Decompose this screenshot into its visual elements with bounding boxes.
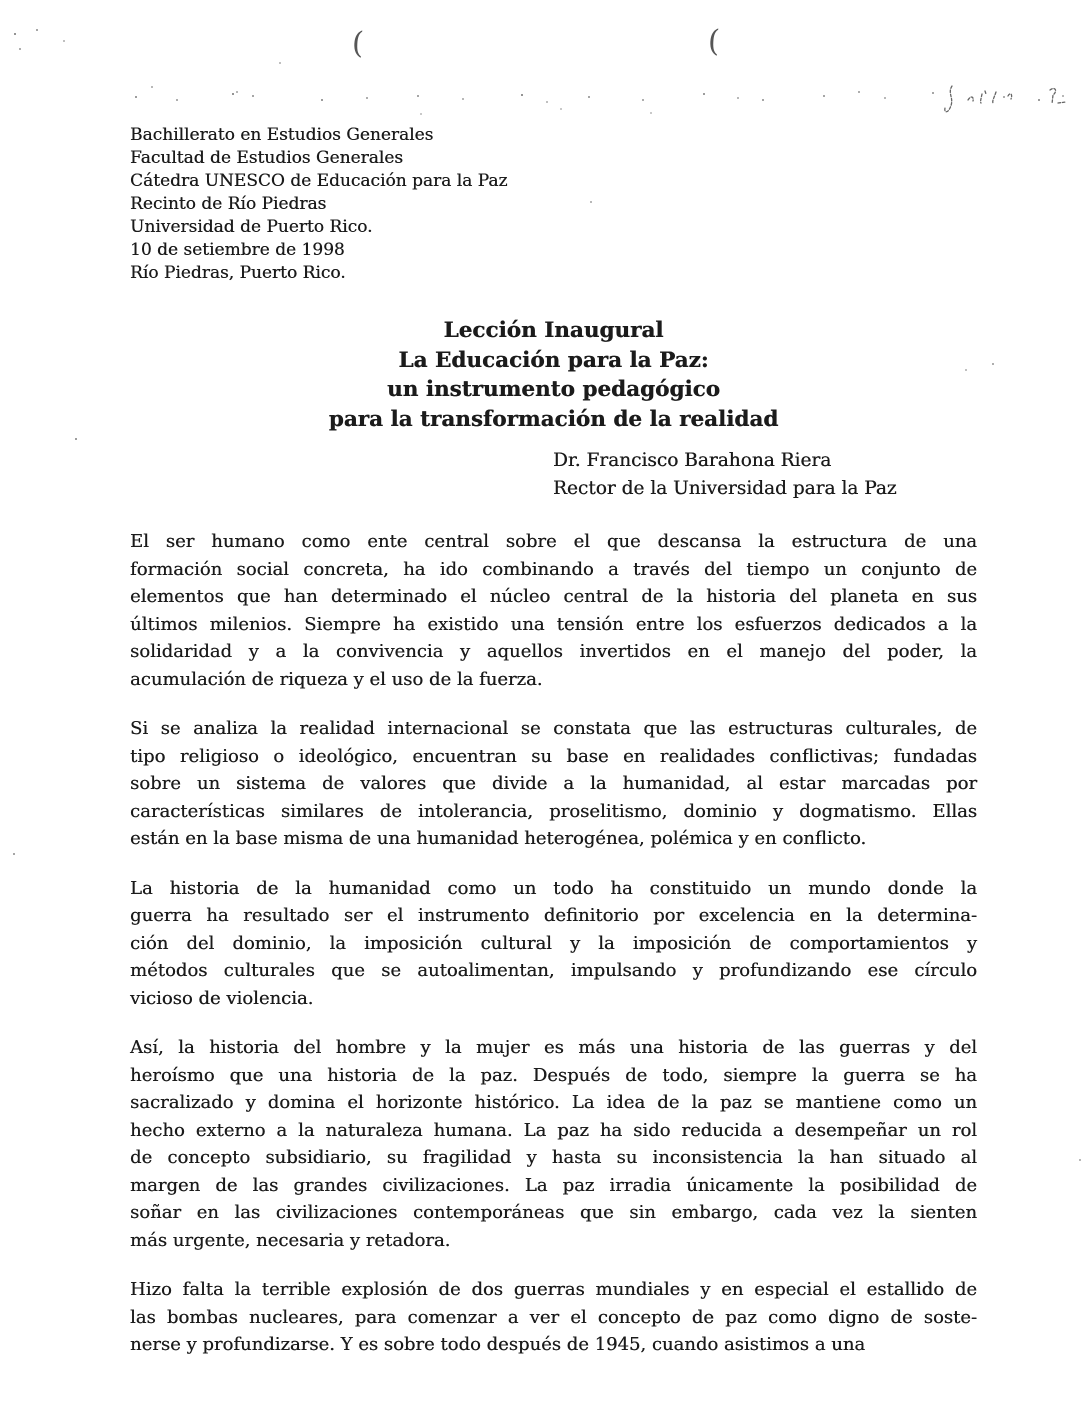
text-line: acumulación de riqueza y el uso de la fuerza.: [130, 668, 543, 690]
text-line: últimos milenios. Siempre ha existido una tensión entre los esfuerzos dedicados a la: [130, 613, 977, 635]
text-line: más urgente, necesaria y retadora.: [130, 1229, 451, 1251]
text-line: están en la base misma de una humanidad heterogénea, polémica y en conflicto.: [130, 828, 867, 849]
author-block: [553, 447, 983, 502]
text-line: solidaridad y a la convivencia y aquellos invertidos en el manejo del poder, la: [130, 641, 977, 662]
text-line: guerra ha resultado ser el instrumento definitorio por excelencia en la determina-: [130, 905, 977, 926]
curl-mark-icon: (: [351, 25, 365, 62]
text-line: formación social concreta, ha ido combinando a través del tiempo un conjunto de: [130, 558, 977, 580]
text-line: hecho externo a la naturaleza humana. La paz ha sido reducida a desempeñar un rol: [130, 1119, 977, 1141]
text-line: La historia de la humanidad como un todo ha constituido un mundo donde la: [130, 877, 977, 899]
title-line: Lección Inaugural: [443, 318, 664, 343]
text-line: las bombas nucleares, para comenzar a ver el concepto de paz como digno de soste-: [130, 1306, 977, 1328]
curl-mark-icon: (: [707, 23, 721, 60]
author-line: Dr. Francisco Barahona Riera: [553, 450, 832, 471]
text-line: métodos culturales que se autoalimentan, impulsando y profundizando ese círculo: [130, 960, 977, 981]
title-line: un instrumento pedagógico: [386, 377, 721, 402]
title-line: La Educación para la Paz:: [398, 347, 709, 373]
text-line: soñar en las civilizaciones contemporáneas que sin embargo, cada vez la sienten: [130, 1202, 977, 1223]
document-title: [130, 316, 977, 434]
text-line: Hizo falta la terrible explosión de dos guerras mundiales y en especial el estallido de: [130, 1279, 977, 1300]
text-line: margen de las grandes civilizaciones. La paz irradia únicamente la posibilidad de: [130, 1174, 977, 1196]
text-line: Así, la historia del hombre y la mujer es más una historia de las guerras y del: [130, 1037, 977, 1058]
text-line: sacralizado y domina el horizonte histórico. La idea de la paz se mantiene como un: [130, 1092, 977, 1113]
body-paragraph: [130, 528, 977, 693]
text-line: vicioso de violencia.: [130, 987, 314, 1009]
text-line: tipo religioso o ideológico, encuentran su base en realidades conflictivas; fundadas: [130, 745, 977, 767]
text-line: sobre un sistema de valores que divide a la humanidad, al estar marcadas por: [130, 773, 977, 794]
author-line: Rector de la Universidad para la Paz: [553, 477, 897, 499]
letterhead-line: Río Piedras, Puerto Rico.: [130, 263, 346, 283]
body-paragraph: [130, 1034, 977, 1254]
letterhead-line: Recinto de Río Piedras: [130, 194, 327, 214]
body-paragraph: [130, 715, 977, 853]
text-line: características similares de intolerancia, proselitismo, dominio y dogmatismo. Ellas: [130, 800, 977, 822]
text-line: El ser humano como ente central sobre el que descansa la estructura de una: [130, 531, 977, 552]
title-line: para la transformación de la realidad: [328, 406, 779, 432]
text-line: ción del dominio, la imposición cultural y la imposición de comportamientos y: [130, 932, 977, 954]
letterhead-line: 10 de setiembre de 1998: [130, 240, 345, 260]
letterhead-line: Bachillerato en Estudios Generales: [130, 125, 434, 145]
body-text: [130, 528, 977, 1381]
body-paragraph: [130, 875, 977, 1013]
letterhead-line: Cátedra UNESCO de Educación para la Paz: [130, 171, 508, 191]
text-line: heroísmo que una historia de la paz. Después de todo, siempre la guerra se ha: [130, 1064, 977, 1086]
text-line: de concepto subsidiario, su fragilidad y hasta su inconsistencia la han situado al: [130, 1147, 977, 1168]
letterhead: [130, 124, 730, 285]
text-line: elementos que han determinado el núcleo central de la historia del planeta en sus: [130, 586, 977, 607]
text-line: Si se analiza la realidad internacional se constata que las estructuras culturales, de: [130, 718, 977, 739]
body-paragraph: [130, 1276, 977, 1359]
letterhead-line: Facultad de Estudios Generales: [130, 148, 404, 168]
handwritten-scribble-icon: [938, 70, 1074, 122]
letterhead-line: Universidad de Puerto Rico.: [130, 217, 373, 237]
scan-noise-specks: [0, 0, 2, 2]
text-line: nerse y profundizarse. Y es sobre todo después de 1945, cuando asistimos a una: [130, 1334, 866, 1355]
